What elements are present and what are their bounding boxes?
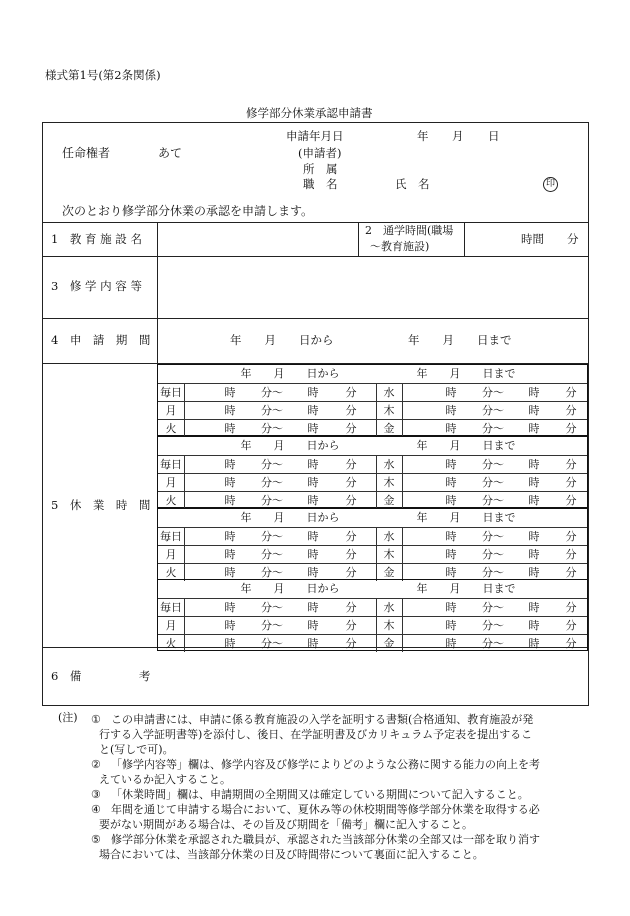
schedule-hour-unit: 時 — [445, 386, 457, 399]
schedule-period-row — [158, 580, 587, 598]
schedule-hour-unit: 時 — [445, 530, 457, 543]
schedule-hour-unit: 時 — [445, 637, 457, 650]
schedule-day-row — [158, 491, 587, 509]
note-mark: ① — [91, 713, 101, 726]
schedule-hour-unit: 時 — [224, 637, 236, 650]
schedule-period-from: 年 月 日から — [240, 511, 340, 524]
addressee-label: 任命権者 — [62, 146, 111, 160]
note-mark: ② — [91, 758, 101, 771]
schedule-hour-unit: 時 — [445, 422, 457, 435]
schedule-column-divider — [376, 527, 377, 581]
schedule-weekday: 水 — [383, 386, 395, 399]
schedule-weekday: 水 — [383, 530, 395, 543]
schedule-minute-unit: 分～ — [482, 619, 504, 632]
note-text-line: この申請書には、申請に係る教育施設の入学を証明する書類(合格通知、教育施設が発 — [111, 713, 534, 726]
schedule-hour-unit: 時 — [445, 494, 457, 507]
schedule-weekday: 木 — [383, 404, 395, 417]
schedule-hour-unit: 時 — [445, 566, 457, 579]
schedule-hour-unit: 時 — [445, 404, 457, 417]
schedule-weekday: 月 — [165, 619, 177, 632]
schedule-hour-unit: 時 — [528, 566, 540, 579]
schedule-hour-unit: 時 — [528, 548, 540, 561]
note-item — [58, 757, 588, 787]
schedule-hour-unit: 時 — [528, 530, 540, 543]
note-item — [58, 787, 588, 802]
name-label: 氏 名 — [395, 177, 430, 191]
schedule-minute-unit: 分 — [345, 386, 357, 399]
schedule-column-divider — [402, 383, 403, 437]
application-date-label: 申請年月日 — [286, 129, 344, 143]
schedule-minute-unit: 分 — [345, 404, 357, 417]
schedule-minute-unit: 分～ — [261, 566, 283, 579]
schedule-weekday: 金 — [383, 566, 395, 579]
schedule-day-row — [158, 419, 587, 437]
schedule-column-divider — [376, 383, 377, 437]
schedule-hour-unit: 時 — [307, 458, 319, 471]
schedule-hour-unit: 時 — [307, 494, 319, 507]
notes-section — [58, 712, 588, 862]
schedule-hour-unit: 時 — [307, 637, 319, 650]
schedule-hour-unit: 時 — [445, 458, 457, 471]
schedule-minute-unit: 分 — [565, 386, 577, 399]
schedule-hour-unit: 時 — [307, 476, 319, 489]
schedule-block — [157, 508, 588, 580]
schedule-minute-unit: 分 — [565, 601, 577, 614]
schedule-weekday: 木 — [383, 548, 395, 561]
schedule-hour-unit: 時 — [307, 404, 319, 417]
schedule-period-to: 年 月 日まで — [416, 511, 516, 524]
schedule-period-row — [158, 509, 587, 527]
notes-list — [58, 712, 588, 862]
schedule-day-row — [158, 598, 587, 616]
schedule-day-row — [158, 473, 587, 491]
schedule-hour-unit: 時 — [445, 619, 457, 632]
row4-label: 4 申 請 期 間 — [51, 333, 151, 347]
schedule-minute-unit: 分 — [345, 422, 357, 435]
schedule-minute-unit: 分～ — [261, 494, 283, 507]
note-mark: ④ — [91, 803, 101, 816]
schedule-column-divider — [376, 455, 377, 509]
schedule-minute-unit: 分 — [565, 637, 577, 650]
schedule-hour-unit: 時 — [307, 386, 319, 399]
note-text-line: 「休業時間」欄は、申請期間の全期間又は確定している期間について記入すること。 — [111, 788, 529, 801]
schedule-weekday: 金 — [383, 494, 395, 507]
schedule-minute-unit: 分 — [345, 601, 357, 614]
row3-label: 3 修 学 内 容 等 — [51, 279, 142, 293]
schedule-weekday: 木 — [383, 619, 395, 632]
schedule-period-to: 年 月 日まで — [416, 439, 516, 452]
schedule-column-divider — [402, 527, 403, 581]
schedule-hour-unit: 時 — [224, 404, 236, 417]
schedule-hour-unit: 時 — [528, 601, 540, 614]
note-mark: ⑤ — [91, 833, 101, 846]
schedule-minute-unit: 分～ — [482, 404, 504, 417]
schedule-hour-unit: 時 — [528, 422, 540, 435]
schedule-minute-unit: 分～ — [261, 422, 283, 435]
position-label: 職 名 — [303, 177, 338, 191]
schedule-column-divider — [184, 383, 185, 437]
schedule-weekday: 火 — [165, 637, 177, 650]
form-number: 様式第1号(第2条関係) — [45, 68, 161, 82]
schedule-day-row — [158, 616, 587, 634]
schedule-hour-unit: 時 — [224, 494, 236, 507]
schedule-hour-unit: 時 — [445, 548, 457, 561]
schedule-hour-unit: 時 — [224, 458, 236, 471]
schedule-minute-unit: 分 — [345, 458, 357, 471]
schedule-weekday: 毎日 — [160, 386, 182, 399]
schedule-hour-unit: 時 — [224, 548, 236, 561]
row6-label: 6 備 考 — [51, 669, 151, 683]
row2-commute-time: 時間 分 — [521, 232, 579, 246]
row5-label: 5 休 業 時 間 — [51, 498, 151, 512]
row1-label: 1 教 育 施 設 名 — [51, 232, 142, 246]
seal-mark — [543, 177, 558, 192]
note-text-line: 修学部分休業を承認された職員が、承認された当該部分休業の全部又は一部を取り消す — [111, 833, 540, 846]
schedule-hour-unit: 時 — [528, 476, 540, 489]
schedule-minute-unit: 分 — [565, 619, 577, 632]
schedule-column-divider — [376, 598, 377, 652]
schedule-day-row — [158, 527, 587, 545]
schedule-weekday: 月 — [165, 404, 177, 417]
note-item — [58, 832, 588, 862]
schedule-hour-unit: 時 — [224, 619, 236, 632]
date-year: 年 — [417, 129, 429, 143]
schedule-weekday: 毎日 — [160, 458, 182, 471]
schedule-minute-unit: 分～ — [482, 386, 504, 399]
schedule-day-row — [158, 383, 587, 401]
schedule-column-divider — [184, 527, 185, 581]
schedule-minute-unit: 分～ — [261, 601, 283, 614]
schedule-minute-unit: 分～ — [261, 404, 283, 417]
schedule-minute-unit: 分～ — [261, 548, 283, 561]
schedule-minute-unit: 分～ — [482, 476, 504, 489]
row2-label-line2: ～教育施設) — [370, 240, 430, 253]
schedule-hour-unit: 時 — [307, 619, 319, 632]
row2-label-line1: 2 通学時間(職場 — [365, 224, 454, 237]
schedule-minute-unit: 分 — [565, 422, 577, 435]
schedule-minute-unit: 分～ — [482, 494, 504, 507]
schedule-hour-unit: 時 — [528, 619, 540, 632]
schedule-hour-unit: 時 — [307, 548, 319, 561]
schedule-hour-unit: 時 — [528, 494, 540, 507]
schedule-period-to: 年 月 日まで — [416, 367, 516, 380]
schedule-hour-unit: 時 — [224, 476, 236, 489]
schedule-period-row — [158, 437, 587, 455]
schedule-column-divider — [402, 598, 403, 652]
schedule-hour-unit: 時 — [307, 566, 319, 579]
schedule-day-row — [158, 545, 587, 563]
schedule-minute-unit: 分～ — [261, 619, 283, 632]
schedule-hour-unit: 時 — [224, 386, 236, 399]
schedule-minute-unit: 分 — [345, 637, 357, 650]
notes-lead: (注) — [58, 711, 78, 724]
schedule-weekday: 月 — [165, 548, 177, 561]
schedule-period-to: 年 月 日まで — [416, 582, 516, 595]
note-text-line: と(写しで可)。 — [99, 743, 174, 756]
note-text-line: 年間を通じて申請する場合において、夏休み等の休校期間等修学部分休業を取得する必 — [111, 803, 540, 816]
schedule-minute-unit: 分 — [565, 548, 577, 561]
schedule-weekday: 水 — [383, 458, 395, 471]
date-month: 月 — [452, 129, 464, 143]
schedule-hour-unit: 時 — [528, 386, 540, 399]
schedule-hour-unit: 時 — [307, 422, 319, 435]
schedule-minute-unit: 分 — [565, 404, 577, 417]
schedule-hour-unit: 時 — [224, 530, 236, 543]
note-text-line: 要がない期間がある場合は、その旨及び期間を「備考」欄に記入すること。 — [99, 818, 473, 831]
schedule-hour-unit: 時 — [528, 458, 540, 471]
schedule-hour-unit: 時 — [528, 637, 540, 650]
schedule-minute-unit: 分～ — [482, 566, 504, 579]
schedule-hour-unit: 時 — [224, 422, 236, 435]
schedule-weekday: 毎日 — [160, 530, 182, 543]
note-text-line: 場合においては、当該部分休業の日及び時間帯について裏面に記入すること。 — [99, 848, 484, 861]
schedule-minute-unit: 分～ — [482, 530, 504, 543]
schedule-minute-unit: 分～ — [482, 637, 504, 650]
schedule-minute-unit: 分 — [565, 530, 577, 543]
schedule-minute-unit: 分～ — [482, 422, 504, 435]
schedule-day-row — [158, 634, 587, 652]
schedule-minute-unit: 分 — [345, 494, 357, 507]
schedule-minute-unit: 分～ — [482, 458, 504, 471]
schedule-period-row — [158, 365, 587, 383]
schedule-weekday: 月 — [165, 476, 177, 489]
schedule-hour-unit: 時 — [224, 601, 236, 614]
schedule-block — [157, 579, 588, 651]
schedule-minute-unit: 分～ — [261, 386, 283, 399]
schedule-minute-unit: 分～ — [482, 601, 504, 614]
schedule-minute-unit: 分 — [565, 494, 577, 507]
row4-period-from: 年 月 日から — [230, 333, 334, 347]
note-item — [58, 712, 588, 757]
schedule-period-from: 年 月 日から — [240, 367, 340, 380]
applicant-label: (申請者) — [298, 146, 342, 160]
schedule-weekday: 火 — [165, 566, 177, 579]
schedule-minute-unit: 分 — [345, 476, 357, 489]
schedule-minute-unit: 分～ — [261, 637, 283, 650]
schedule-minute-unit: 分 — [345, 530, 357, 543]
schedule-minute-unit: 分 — [345, 548, 357, 561]
schedule-weekday: 金 — [383, 637, 395, 650]
note-item — [58, 802, 588, 832]
schedule-hour-unit: 時 — [528, 404, 540, 417]
schedule-minute-unit: 分 — [565, 458, 577, 471]
schedule-hour-unit: 時 — [445, 476, 457, 489]
schedule-minute-unit: 分 — [565, 476, 577, 489]
schedule-minute-unit: 分～ — [482, 548, 504, 561]
schedule-block — [157, 436, 588, 508]
schedule-hour-unit: 時 — [307, 530, 319, 543]
addressee-suffix: あて — [158, 146, 183, 160]
schedule-day-row — [158, 401, 587, 419]
form-title: 修学部分休業承認申請書 — [246, 106, 373, 120]
department-label: 所 属 — [303, 162, 338, 176]
schedule-weekday: 金 — [383, 422, 395, 435]
schedule-minute-unit: 分～ — [261, 530, 283, 543]
schedule-weekday: 水 — [383, 601, 395, 614]
schedule-weekday: 火 — [165, 422, 177, 435]
schedule-hour-unit: 時 — [445, 601, 457, 614]
schedule-hour-unit: 時 — [307, 601, 319, 614]
schedule-column-divider — [402, 455, 403, 509]
schedule-column-divider — [184, 455, 185, 509]
schedule-minute-unit: 分～ — [261, 476, 283, 489]
schedule-minute-unit: 分～ — [261, 458, 283, 471]
note-text-line: えているか記入すること。 — [99, 773, 231, 786]
schedule-block — [157, 364, 588, 436]
schedule-hour-unit: 時 — [224, 566, 236, 579]
note-text-line: 行する入学証明書等)を添付し、後日、在学証明書及びカリキュラム予定表を提出するこ — [99, 728, 533, 741]
schedule-weekday: 火 — [165, 494, 177, 507]
schedule-day-row — [158, 455, 587, 473]
schedule-weekday: 木 — [383, 476, 395, 489]
schedule-minute-unit: 分 — [345, 619, 357, 632]
schedule-period-from: 年 月 日から — [240, 582, 340, 595]
schedule-period-from: 年 月 日から — [240, 439, 340, 452]
seal-text: 印 — [545, 179, 555, 189]
row4-period-to: 年 月 日まで — [408, 333, 512, 347]
note-mark: ③ — [91, 788, 101, 801]
schedule-column-divider — [184, 598, 185, 652]
schedule-minute-unit: 分 — [565, 566, 577, 579]
application-statement: 次のとおり修学部分休業の承認を申請します。 — [62, 204, 314, 218]
schedule-minute-unit: 分 — [345, 566, 357, 579]
note-text-line: 「修学内容等」欄は、修学内容及び修学によりどのような公務に関する能力の向上を考 — [111, 758, 540, 771]
date-day: 日 — [488, 129, 500, 143]
schedule-weekday: 毎日 — [160, 601, 182, 614]
